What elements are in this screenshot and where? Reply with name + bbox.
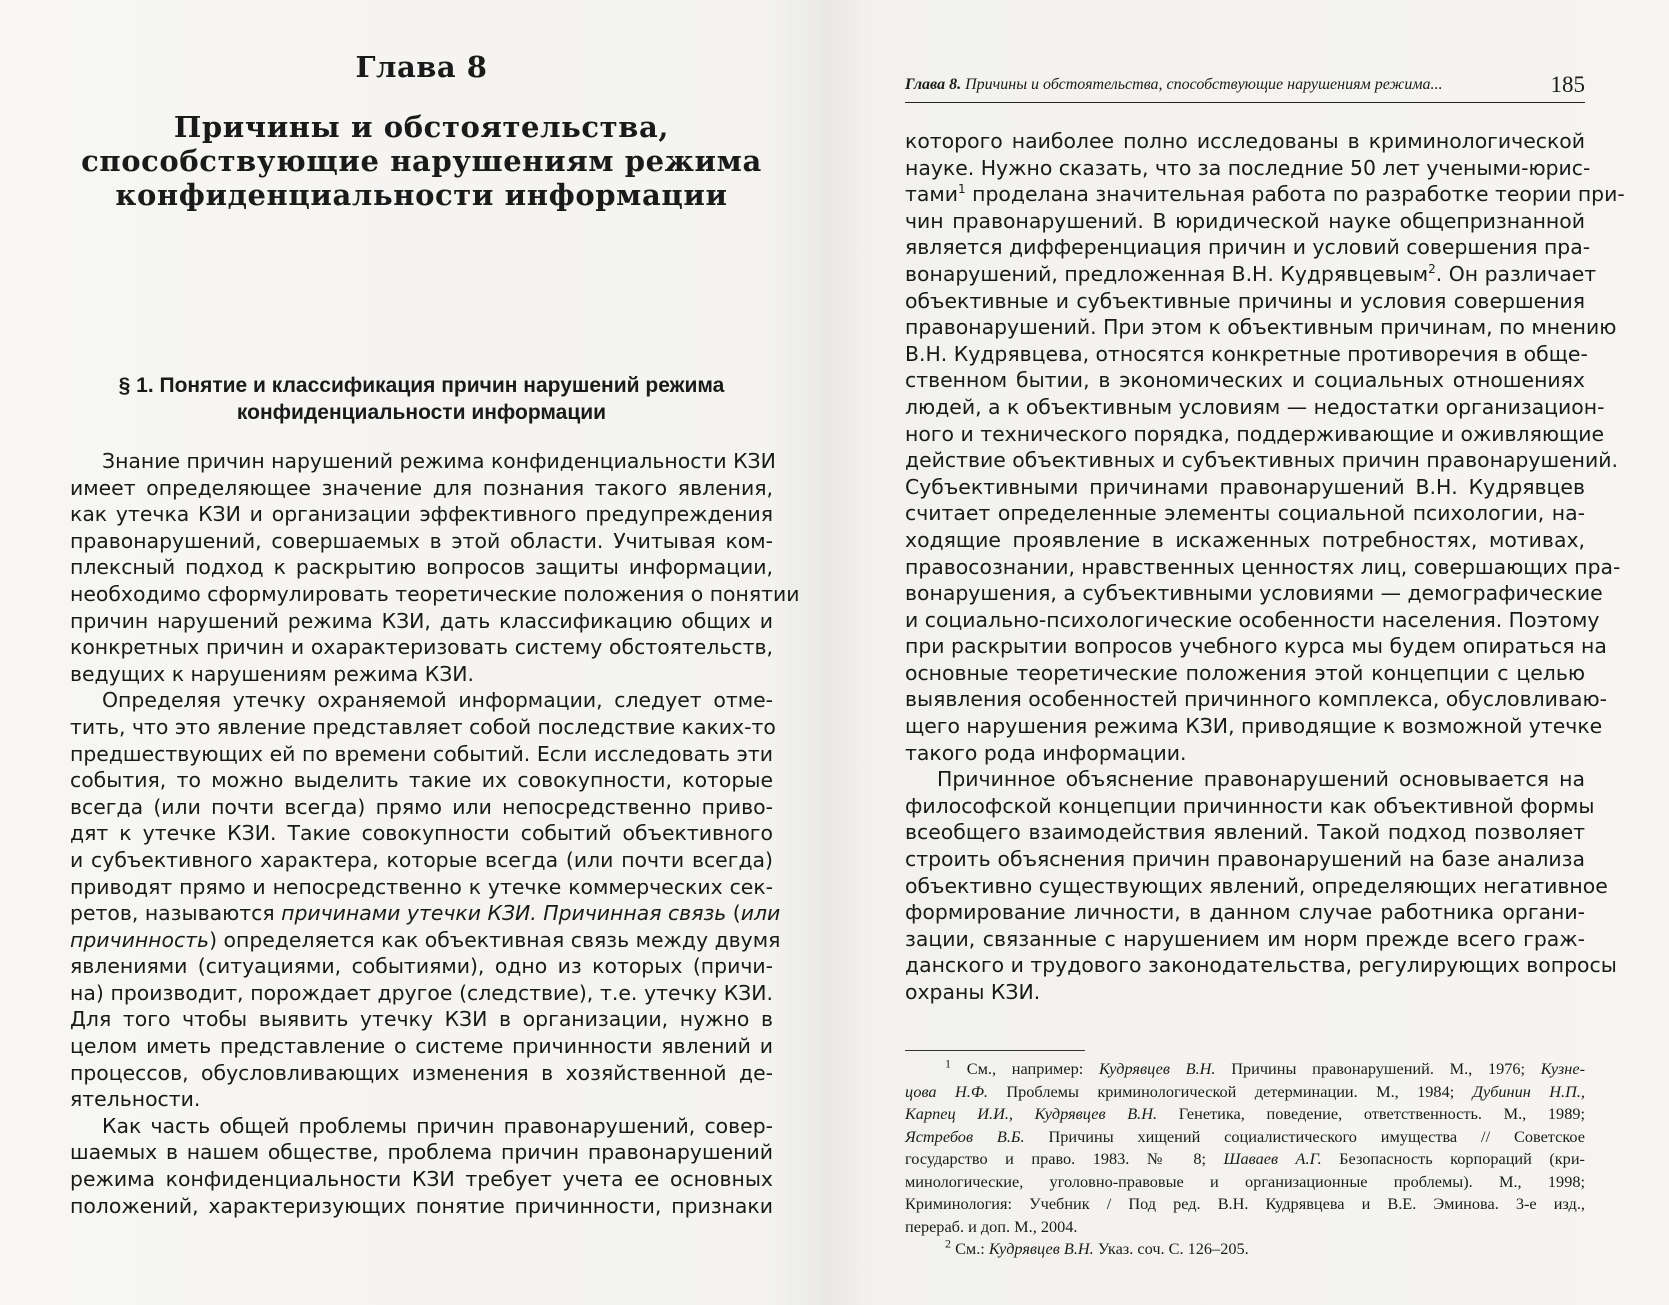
text-line: Как часть общей проблемы причин правонарушений, совер- <box>102 1113 773 1138</box>
footnote-1-line: Криминология: Учебник / Под ред. В.Н. Кудрявцева и В.Е. Эминова. 3-е изд., <box>905 1194 1585 1213</box>
text-run: ретов, называются <box>70 901 282 926</box>
footnote-text: государство и право. 1983. № 8; <box>905 1149 1224 1168</box>
text-line: чин правонарушений. В юридической науке общепризнанной <box>905 208 1585 233</box>
text-line: как утечка КЗИ и организации эффективного предупреждения <box>70 502 773 527</box>
text-line: выявления особенностей причинного комплекса, обусловливаю- <box>905 687 1607 712</box>
section-heading <box>70 372 773 426</box>
text-line: Субъективными причинами правонарушений В.Н. Кудрявцев <box>905 474 1585 499</box>
text-line: предшествующих ей по времени событий. Если исследовать эти <box>70 741 773 766</box>
text-line: дят к утечке КЗИ. Такие совокупности событий объективного <box>70 821 773 846</box>
footnote-divider <box>905 1050 1085 1051</box>
text-line: науке. Нужно сказать, что за последние 50 лет учеными-юрис- <box>905 155 1591 180</box>
left-body-text <box>70 448 800 1219</box>
footnote-author: Ястребов В.Б. <box>905 1126 1025 1146</box>
text-line: ятельности. <box>70 1087 201 1112</box>
text-line: такого рода информации. <box>905 740 1187 765</box>
running-head-chapter: Глава 8. <box>905 76 962 93</box>
text-line: правосознании, нравственных ценностях лиц, совершающих пра- <box>905 554 1621 579</box>
text-line: формирование личности, в данном случае работника органи- <box>905 900 1585 925</box>
chapter-title <box>70 110 773 212</box>
text-line: считает определенные элементы социальной психологии, на- <box>905 501 1585 526</box>
text-line: является дифференциация причин и условий совершения пра- <box>905 235 1591 260</box>
text-line: всеобщего взаимодействия явлений. Такой подход позволяет <box>905 820 1585 845</box>
text-line: охраны КЗИ. <box>905 980 1041 1004</box>
footnote-1-line: минологические, уголовно-правовые и организационные проблемы). М., 1998; <box>905 1171 1585 1191</box>
text-line: и социально-психологические особенности населения. Поэтому <box>905 607 1600 632</box>
footnote-marker: 2 <box>945 1236 951 1251</box>
footnote-1-line: перераб. и доп. М., 2004. <box>905 1216 1078 1236</box>
footnote-author: Шаваев А.Г. <box>1223 1149 1322 1168</box>
text-line: конкретных причин и охарактеризовать систему обстоятельств, <box>70 635 773 660</box>
chapter-title-line: Причины и обстоятельства, <box>173 110 670 144</box>
text-line: В.Н. Кудрявцева, относятся конкретные противоречия в обще- <box>905 341 1588 366</box>
text-line: причин нарушений режима КЗИ, дать классификацию общих и <box>70 608 773 633</box>
text-line: Знание причин нарушений режима конфиденциальности КЗИ <box>102 449 776 473</box>
footnote-text: Безопасность корпораций (кри- <box>1321 1149 1585 1168</box>
footnote-text: Проблемы криминологической детерминации. М., 1984; <box>987 1081 1473 1101</box>
text-line: ственном бытии, в экономических и социальных отношениях <box>905 368 1585 393</box>
text-line: Причинное объяснение правонарушений основывается на <box>937 767 1585 792</box>
text-line: основные теоретические положения этой концепции с целью <box>905 660 1585 685</box>
footnote-text: Указ. соч. С. 126–205. <box>1093 1239 1249 1258</box>
section-heading-line: § 1. Понятие и классификация причин нарушений режима <box>118 374 725 397</box>
text-line: приводят прямо и непосредственно к утечке коммерческих сек- <box>70 874 773 899</box>
text-line: режима конфиденциальности КЗИ требует учета ее основных <box>70 1167 773 1192</box>
text-run: ( <box>726 901 741 926</box>
text-line-mixed <box>70 900 781 927</box>
text-line: действие объективных и субъективных причин правонарушений. <box>905 448 1618 473</box>
footnote-ref[interactable]: 2 <box>1428 262 1436 277</box>
text-run: вонарушений, предложенная В.Н. Кудрявцевым <box>905 261 1429 286</box>
text-line: события, то можно выделить такие их совокупности, которые <box>70 768 773 793</box>
footnote-author: Дубинин Н.П., <box>1472 1081 1585 1101</box>
text-line: при раскрытии вопросов учебного курса мы будем опираться на <box>905 634 1607 659</box>
right-body-text <box>905 128 1625 1006</box>
running-head-text: Причины и обстоятельства, способствующие нарушениям режима... <box>965 76 1443 93</box>
footnote-1-line <box>905 1058 1585 1081</box>
text-line: философской концепции причинности как объективной формы <box>905 793 1595 818</box>
footnote-author: Кудрявцев В.Н. <box>1098 1059 1216 1078</box>
text-line: ведущих к нарушениям режима КЗИ. <box>70 661 475 686</box>
running-head <box>905 72 1585 103</box>
footnote-text: Генетика, поведение, ответственность. М., 1989; <box>1157 1104 1585 1123</box>
text-line: положений, характеризующих понятие причинности, признаки <box>70 1193 773 1218</box>
text-line: явлениями (ситуациями, событиями), одно из которых (причи- <box>70 954 773 979</box>
text-line: целом иметь представление о системе причинности явлений и <box>70 1034 773 1059</box>
text-line: необходимо сформулировать теоретические положения о понятии <box>70 581 800 606</box>
text-line-mixed <box>905 261 1597 288</box>
footnote-text: Причины правонарушений. М., 1976; <box>1215 1059 1541 1078</box>
text-line: объективные и субъективные причины и условия совершения <box>905 288 1585 313</box>
text-line: ного и технического порядка, поддерживающие и оживляющие <box>905 421 1605 446</box>
text-line: Для того чтобы выявить утечку КЗИ в организации, нужно в <box>70 1007 773 1032</box>
text-line: данского и трудового законодательства, регулирующих вопросы <box>905 953 1617 978</box>
text-run: . Он различает <box>1435 261 1597 286</box>
chapter-title-line: конфиденциальности информации <box>115 178 728 212</box>
text-line: процессов, обусловливающих изменения в хозяйственной де- <box>70 1060 773 1085</box>
text-line: объективно существующих явлений, определяющих негативное <box>905 873 1608 898</box>
page-number: 185 <box>1550 72 1585 97</box>
text-line: строить объяснения причин правонарушений на базе анализа <box>905 847 1585 872</box>
italic-term: причинность <box>70 927 210 952</box>
footnote-1-line <box>905 1148 1585 1171</box>
italic-term: причинами утечки КЗИ. Причинная связь <box>281 901 727 926</box>
text-line: всегда (или почти всегда) прямо или непосредственно приво- <box>70 794 773 819</box>
text-line: шаемых в нашем обществе, проблема причин правонарушений <box>70 1140 773 1165</box>
text-line: имеет определяющее значение для познания такого явления, <box>70 475 773 500</box>
footnote-text: См., например: <box>966 1059 1099 1078</box>
text-line: правонарушений. При этом к объективным причинам, по мнению <box>905 315 1617 340</box>
text-line: ходящие проявление в искаженных потребностях, мотивах, <box>905 527 1585 552</box>
text-line: плексный подход к раскрытию вопросов защиты информации, <box>70 555 773 580</box>
text-line: щего нарушения режима КЗИ, приводящие к возможной утечке <box>905 714 1603 739</box>
section-heading-line: конфиденциальности информации <box>236 401 607 424</box>
text-run: проделана значительная работа по разработке теории при- <box>965 182 1625 207</box>
text-line: которого наиболее полно исследованы в криминологической <box>905 129 1585 153</box>
text-line: людей, а к объективным условиям — недостатки организацион- <box>905 394 1605 419</box>
footnote-marker: 1 <box>945 1056 951 1071</box>
footnote-text: Причины хищений социалистического имущества // Советское <box>1024 1126 1585 1146</box>
text-run: ) определяется как объективная связь между двумя <box>209 927 781 952</box>
text-line: на) производит, порождает другое (следствие), т.е. утечку КЗИ. <box>70 980 773 1005</box>
footnotes <box>905 1058 1585 1261</box>
chapter-title-line: способствующие нарушениям режима <box>81 144 762 178</box>
text-line: Определяя утечку охраняемой информации, следует отме- <box>102 688 773 713</box>
footnote-text: См.: <box>951 1239 989 1258</box>
text-line: вонарушения, а субъективными условиями — демографические <box>905 581 1603 606</box>
text-run: тами <box>905 182 959 207</box>
footnote-author: Кудрявцев В.Н. <box>988 1239 1094 1258</box>
italic-term: или <box>740 901 781 926</box>
footnote-ref[interactable]: 1 <box>958 182 966 197</box>
text-line: правонарушений, совершаемых в этой области. Учитывая ком- <box>70 528 773 553</box>
chapter-number: Глава 8 <box>355 50 488 84</box>
footnote-1-line <box>905 1081 1585 1104</box>
running-head-title <box>905 76 1443 94</box>
text-line: тить, что это явление представляет собой последствие каких-то <box>70 714 776 739</box>
footnote-author: Карпец И.И., Кудрявцев В.Н. <box>905 1104 1158 1123</box>
footnote-author: цова Н.Ф. <box>905 1081 988 1101</box>
text-line-mixed <box>905 181 1625 208</box>
footnote-2-line <box>905 1238 1585 1261</box>
footnote-1-line <box>905 1103 1585 1126</box>
footnote-1-line <box>905 1126 1585 1149</box>
footnote-author: Кузне- <box>1540 1059 1585 1078</box>
text-line: зации, связанные с нарушением им норм прежде всего граж- <box>905 926 1585 951</box>
text-line-mixed <box>70 927 781 954</box>
text-line: и субъективного характера, которые всегда (или почти всегда) <box>70 847 773 872</box>
